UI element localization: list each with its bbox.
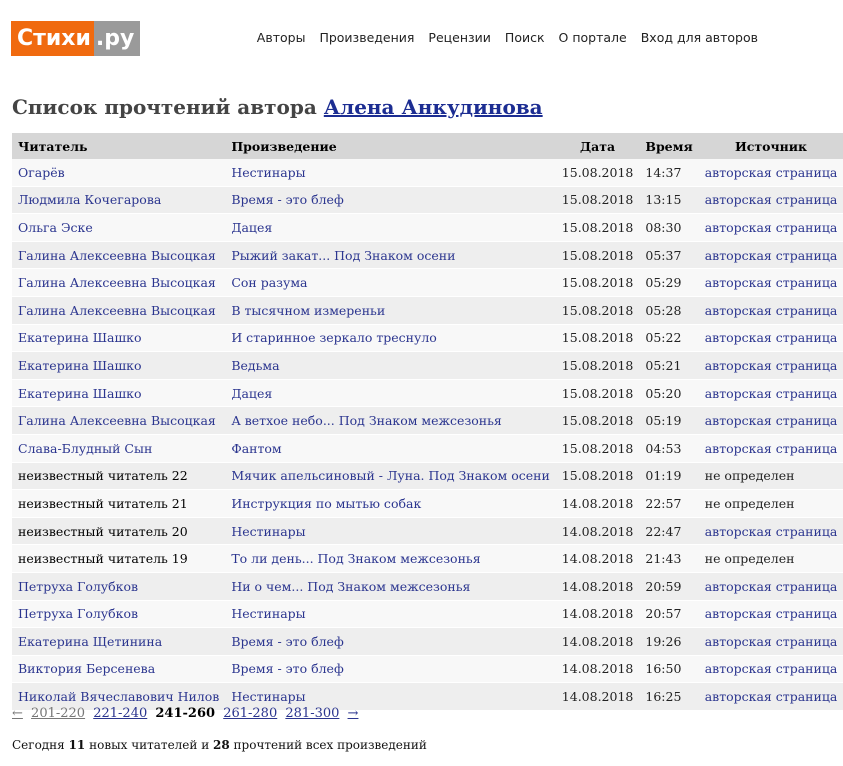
source-text-cell bbox=[699, 545, 843, 573]
read-date: 14.08.2018 bbox=[561, 578, 634, 594]
source-text: не определен bbox=[704, 551, 795, 567]
work-link[interactable]: Время - это блеф bbox=[231, 192, 344, 208]
reader-link[interactable]: Слава-Блудный Сын bbox=[18, 440, 153, 456]
source-link-cell bbox=[699, 159, 843, 186]
reader-name: неизвестный читатель 20 bbox=[18, 523, 188, 539]
read-time: 05:21 bbox=[645, 357, 682, 373]
reader-link-cell bbox=[12, 186, 225, 214]
read-time: 05:19 bbox=[645, 413, 682, 429]
source-link-cell bbox=[699, 379, 843, 407]
read-time: 16:50 bbox=[645, 661, 682, 677]
logo-part-2: .ру bbox=[94, 21, 140, 56]
work-link[interactable]: Ведьма bbox=[231, 357, 280, 373]
read-date-cell bbox=[556, 655, 640, 683]
nav-login[interactable]: Вход для авторов bbox=[640, 30, 758, 45]
read-date: 15.08.2018 bbox=[561, 247, 634, 263]
reader-link[interactable]: Петруха Голубков bbox=[18, 578, 139, 594]
nav-about[interactable]: О портале bbox=[558, 30, 627, 45]
work-link-cell bbox=[225, 655, 555, 683]
work-link-cell bbox=[225, 462, 555, 490]
header-reader: Читатель bbox=[12, 133, 225, 159]
pager-current: 241-260 bbox=[155, 706, 216, 721]
table-row bbox=[12, 628, 843, 656]
table-row bbox=[12, 296, 843, 324]
read-time-cell bbox=[639, 462, 698, 490]
source-link[interactable]: авторская страница bbox=[704, 578, 838, 594]
reader-link-cell bbox=[12, 324, 225, 352]
table-row bbox=[12, 572, 843, 600]
reader-link-cell bbox=[12, 379, 225, 407]
reader-link-cell bbox=[12, 241, 225, 269]
read-date-cell bbox=[556, 545, 640, 573]
read-date-cell bbox=[556, 490, 640, 518]
read-time: 05:20 bbox=[645, 385, 682, 401]
read-time: 04:53 bbox=[645, 440, 682, 456]
reader-link-cell bbox=[12, 214, 225, 242]
work-link-cell bbox=[225, 379, 555, 407]
reader-link-cell bbox=[12, 352, 225, 380]
read-date: 15.08.2018 bbox=[561, 219, 634, 235]
read-date: 14.08.2018 bbox=[561, 523, 634, 539]
source-link-cell bbox=[699, 683, 843, 711]
source-link[interactable]: авторская страница bbox=[704, 606, 838, 622]
read-time: 05:37 bbox=[645, 247, 682, 263]
source-link-cell bbox=[699, 600, 843, 628]
table-row bbox=[12, 600, 843, 628]
nav-search[interactable]: Поиск bbox=[504, 30, 545, 45]
read-date-cell bbox=[556, 186, 640, 214]
reader-link[interactable]: Екатерина Щетинина bbox=[18, 633, 163, 649]
read-date-cell bbox=[556, 517, 640, 545]
pager-link[interactable]: 221-240 bbox=[93, 706, 148, 721]
work-link[interactable]: Сон разума bbox=[231, 275, 308, 291]
read-time-cell bbox=[639, 241, 698, 269]
source-link-cell bbox=[699, 269, 843, 297]
read-time-cell bbox=[639, 683, 698, 711]
read-time: 05:28 bbox=[645, 302, 682, 318]
source-link-cell bbox=[699, 407, 843, 435]
reader-link-cell bbox=[12, 434, 225, 462]
reader-link[interactable]: Петруха Голубков bbox=[18, 606, 139, 622]
read-time-cell bbox=[639, 379, 698, 407]
source-link[interactable]: авторская страница bbox=[704, 357, 838, 373]
source-link[interactable]: авторская страница bbox=[704, 385, 838, 401]
source-text-cell bbox=[699, 490, 843, 518]
source-link[interactable]: авторская страница bbox=[704, 219, 838, 235]
pager-link-prev[interactable]: 201-220 bbox=[31, 706, 86, 721]
table-row bbox=[12, 214, 843, 242]
read-time-cell bbox=[639, 517, 698, 545]
read-date-cell bbox=[556, 269, 640, 297]
source-link[interactable]: авторская страница bbox=[704, 164, 838, 180]
work-link-cell bbox=[225, 186, 555, 214]
reader-link[interactable]: Людмила Кочегарова bbox=[18, 192, 162, 208]
reader-link[interactable]: Ольга Эске bbox=[18, 219, 93, 235]
read-time-cell bbox=[639, 490, 698, 518]
today-reads-count: 28 bbox=[213, 738, 230, 752]
work-link-cell bbox=[225, 241, 555, 269]
read-date: 15.08.2018 bbox=[561, 275, 634, 291]
read-date: 14.08.2018 bbox=[561, 661, 634, 677]
read-date-cell bbox=[556, 352, 640, 380]
read-date-cell bbox=[556, 600, 640, 628]
reader-link[interactable]: Галина Алексеевна Высоцкая bbox=[18, 247, 216, 263]
read-time-cell bbox=[639, 269, 698, 297]
pager-prev-arrow[interactable]: ← bbox=[12, 706, 23, 721]
read-time: 13:15 bbox=[645, 192, 682, 208]
source-link[interactable]: авторская страница bbox=[704, 247, 838, 263]
source-link[interactable]: авторская страница bbox=[704, 275, 838, 291]
reader-link[interactable]: Галина Алексеевна Высоцкая bbox=[18, 413, 216, 429]
source-link-cell bbox=[699, 628, 843, 656]
table-row bbox=[12, 379, 843, 407]
source-link[interactable]: авторская страница bbox=[704, 661, 838, 677]
nav-authors[interactable]: Авторы bbox=[256, 30, 306, 45]
source-link-cell bbox=[699, 241, 843, 269]
read-time-cell bbox=[639, 655, 698, 683]
reader-name-cell bbox=[12, 490, 225, 518]
read-date-cell bbox=[556, 324, 640, 352]
read-date: 14.08.2018 bbox=[561, 633, 634, 649]
source-link[interactable]: авторская страница bbox=[704, 689, 838, 705]
read-date: 15.08.2018 bbox=[561, 357, 634, 373]
top-navigation bbox=[257, 30, 758, 45]
work-link[interactable]: Нестинары bbox=[231, 689, 306, 705]
work-link[interactable]: Фантом bbox=[231, 440, 282, 456]
read-date: 14.08.2018 bbox=[561, 495, 634, 511]
table-header-row bbox=[12, 133, 843, 159]
read-time-cell bbox=[639, 600, 698, 628]
header-source: Источник bbox=[699, 133, 843, 159]
nav-reviews[interactable]: Рецензии bbox=[428, 30, 491, 45]
reader-link[interactable]: Галина Алексеевна Высоцкая bbox=[18, 275, 216, 291]
read-date: 15.08.2018 bbox=[561, 164, 634, 180]
pager-next-arrow[interactable]: → bbox=[347, 706, 359, 721]
nav-works[interactable]: Произведения bbox=[319, 30, 415, 45]
read-date-cell bbox=[556, 407, 640, 435]
work-link-cell bbox=[225, 352, 555, 380]
read-time-cell bbox=[639, 545, 698, 573]
source-text: не определен bbox=[704, 468, 795, 484]
source-link-cell bbox=[699, 655, 843, 683]
read-time: 21:43 bbox=[645, 551, 682, 567]
reader-link[interactable]: Екатерина Шашко bbox=[18, 330, 142, 346]
read-time-cell bbox=[639, 324, 698, 352]
reader-link[interactable]: Огарёв bbox=[18, 164, 65, 180]
reader-link[interactable]: Екатерина Шашко bbox=[18, 385, 142, 401]
work-link[interactable]: Нестинары bbox=[231, 523, 306, 539]
work-link[interactable]: В тысячном измереньи bbox=[231, 302, 386, 318]
site-logo[interactable] bbox=[11, 21, 140, 56]
source-link-cell bbox=[699, 324, 843, 352]
reader-link[interactable]: Виктория Берсенева bbox=[18, 661, 156, 677]
read-time-cell bbox=[639, 186, 698, 214]
reader-link-cell bbox=[12, 600, 225, 628]
read-time: 19:26 bbox=[645, 633, 682, 649]
work-link[interactable]: То ли день... Под Знаком межсезонья bbox=[231, 551, 481, 567]
work-link[interactable]: Рыжий закат... Под Знаком осени bbox=[231, 247, 456, 263]
today-stats bbox=[12, 738, 427, 752]
read-date: 14.08.2018 bbox=[561, 551, 634, 567]
work-link[interactable]: А ветхое небо... Под Знаком межсезонья bbox=[231, 413, 502, 429]
reader-name: неизвестный читатель 21 bbox=[18, 495, 188, 511]
header-time: Время bbox=[639, 133, 698, 159]
read-time-cell bbox=[639, 434, 698, 462]
read-time: 16:25 bbox=[645, 689, 682, 705]
table-row bbox=[12, 434, 843, 462]
reader-link-cell bbox=[12, 159, 225, 186]
work-link[interactable]: Инструкция по мытью собак bbox=[231, 495, 422, 511]
reader-link-cell bbox=[12, 269, 225, 297]
read-date-cell bbox=[556, 296, 640, 324]
header-work: Произведение bbox=[225, 133, 555, 159]
work-link[interactable]: Дацея bbox=[231, 385, 273, 401]
table-row bbox=[12, 324, 843, 352]
reader-link[interactable]: Николай Вячеславович Нилов bbox=[18, 689, 220, 705]
reader-link-cell bbox=[12, 628, 225, 656]
reader-name: неизвестный читатель 19 bbox=[18, 551, 188, 567]
reader-link-cell bbox=[12, 572, 225, 600]
today-prefix: Сегодня bbox=[12, 738, 69, 752]
reader-link-cell bbox=[12, 296, 225, 324]
work-link[interactable]: И старинное зеркало треснуло bbox=[231, 330, 437, 346]
read-time: 01:19 bbox=[645, 468, 682, 484]
read-time-cell bbox=[639, 628, 698, 656]
work-link-cell bbox=[225, 324, 555, 352]
table-row bbox=[12, 407, 843, 435]
reader-link-cell bbox=[12, 407, 225, 435]
read-date: 15.08.2018 bbox=[561, 468, 634, 484]
source-link[interactable]: авторская страница bbox=[704, 302, 838, 318]
page-title-prefix: Список прочтений автора bbox=[12, 95, 324, 119]
reader-name: неизвестный читатель 22 bbox=[18, 468, 188, 484]
pagination bbox=[12, 706, 362, 721]
logo-part-1: Стихи bbox=[11, 21, 94, 56]
read-time: 08:30 bbox=[645, 219, 682, 235]
read-date-cell bbox=[556, 434, 640, 462]
table-row bbox=[12, 462, 843, 490]
read-time-cell bbox=[639, 407, 698, 435]
work-link-cell bbox=[225, 269, 555, 297]
read-date-cell bbox=[556, 572, 640, 600]
work-link[interactable]: Дацея bbox=[231, 219, 273, 235]
source-link-cell bbox=[699, 296, 843, 324]
read-date-cell bbox=[556, 214, 640, 242]
reader-link-cell bbox=[12, 655, 225, 683]
table-row bbox=[12, 655, 843, 683]
read-date: 15.08.2018 bbox=[561, 330, 634, 346]
work-link-cell bbox=[225, 628, 555, 656]
source-link-cell bbox=[699, 186, 843, 214]
source-link-cell bbox=[699, 434, 843, 462]
reads-table bbox=[12, 133, 843, 711]
read-date: 15.08.2018 bbox=[561, 413, 634, 429]
read-date: 15.08.2018 bbox=[561, 302, 634, 318]
today-middle: новых читателей и bbox=[85, 738, 214, 752]
page-title bbox=[12, 95, 543, 119]
read-time: 14:37 bbox=[645, 164, 682, 180]
source-text: не определен bbox=[704, 495, 795, 511]
work-link[interactable]: Время - это блеф bbox=[231, 633, 344, 649]
work-link-cell bbox=[225, 159, 555, 186]
read-time-cell bbox=[639, 296, 698, 324]
pager-link[interactable]: 261-280 bbox=[223, 706, 278, 721]
read-date-cell bbox=[556, 462, 640, 490]
source-link[interactable]: авторская страница bbox=[704, 633, 838, 649]
read-time: 20:59 bbox=[645, 578, 682, 594]
read-date-cell bbox=[556, 159, 640, 186]
read-date: 15.08.2018 bbox=[561, 440, 634, 456]
read-time-cell bbox=[639, 352, 698, 380]
read-date: 15.08.2018 bbox=[561, 385, 634, 401]
work-link[interactable]: Ни о чем... Под Знаком межсезонья bbox=[231, 578, 471, 594]
source-link-cell bbox=[699, 572, 843, 600]
reader-name-cell bbox=[12, 545, 225, 573]
reader-name-cell bbox=[12, 517, 225, 545]
source-link-cell bbox=[699, 352, 843, 380]
read-time-cell bbox=[639, 214, 698, 242]
work-link-cell bbox=[225, 296, 555, 324]
read-time: 20:57 bbox=[645, 606, 682, 622]
work-link[interactable]: Время - это блеф bbox=[231, 661, 344, 677]
read-date: 14.08.2018 bbox=[561, 689, 634, 705]
work-link[interactable]: Нестинары bbox=[231, 606, 306, 622]
read-time-cell bbox=[639, 159, 698, 186]
reader-name-cell bbox=[12, 462, 225, 490]
table-row bbox=[12, 186, 843, 214]
header-date: Дата bbox=[556, 133, 640, 159]
source-link-cell bbox=[699, 517, 843, 545]
source-link[interactable]: авторская страница bbox=[704, 413, 838, 429]
work-link-cell bbox=[225, 600, 555, 628]
source-link[interactable]: авторская страница bbox=[704, 192, 838, 208]
read-time-cell bbox=[639, 572, 698, 600]
today-readers-count: 11 bbox=[68, 738, 86, 752]
table-row bbox=[12, 545, 843, 573]
read-date-cell bbox=[556, 241, 640, 269]
read-time: 22:57 bbox=[645, 495, 682, 511]
read-date: 15.08.2018 bbox=[561, 192, 634, 208]
source-link[interactable]: авторская страница bbox=[704, 330, 838, 346]
work-link-cell bbox=[225, 517, 555, 545]
read-date-cell bbox=[556, 628, 640, 656]
work-link-cell bbox=[225, 407, 555, 435]
table-row bbox=[12, 159, 843, 186]
work-link-cell bbox=[225, 572, 555, 600]
read-date: 14.08.2018 bbox=[561, 606, 634, 622]
read-time: 05:29 bbox=[645, 275, 682, 291]
work-link-cell bbox=[225, 490, 555, 518]
read-time: 22:47 bbox=[645, 523, 682, 539]
table-row bbox=[12, 517, 843, 545]
work-link-cell bbox=[225, 545, 555, 573]
table-row bbox=[12, 352, 843, 380]
read-time: 05:22 bbox=[645, 330, 682, 346]
reader-link[interactable]: Екатерина Шашко bbox=[18, 357, 142, 373]
pager-link[interactable]: 281-300 bbox=[285, 706, 340, 721]
source-link-cell bbox=[699, 214, 843, 242]
author-link[interactable]: Алена Анкудинова bbox=[323, 95, 543, 119]
table-row bbox=[12, 490, 843, 518]
table-row bbox=[12, 269, 843, 297]
work-link-cell bbox=[225, 434, 555, 462]
work-link[interactable]: Нестинары bbox=[231, 164, 306, 180]
source-link[interactable]: авторская страница bbox=[704, 440, 838, 456]
work-link-cell bbox=[225, 214, 555, 242]
read-date-cell bbox=[556, 379, 640, 407]
read-date-cell bbox=[556, 683, 640, 711]
table-row bbox=[12, 241, 843, 269]
today-suffix: прочтений всех произведений bbox=[229, 738, 427, 752]
work-link[interactable]: Мячик апельсиновый - Луна. Под Знаком осени bbox=[231, 468, 550, 484]
reader-link[interactable]: Галина Алексеевна Высоцкая bbox=[18, 302, 216, 318]
source-text-cell bbox=[699, 462, 843, 490]
source-link[interactable]: авторская страница bbox=[704, 523, 838, 539]
site-header bbox=[0, 0, 766, 76]
